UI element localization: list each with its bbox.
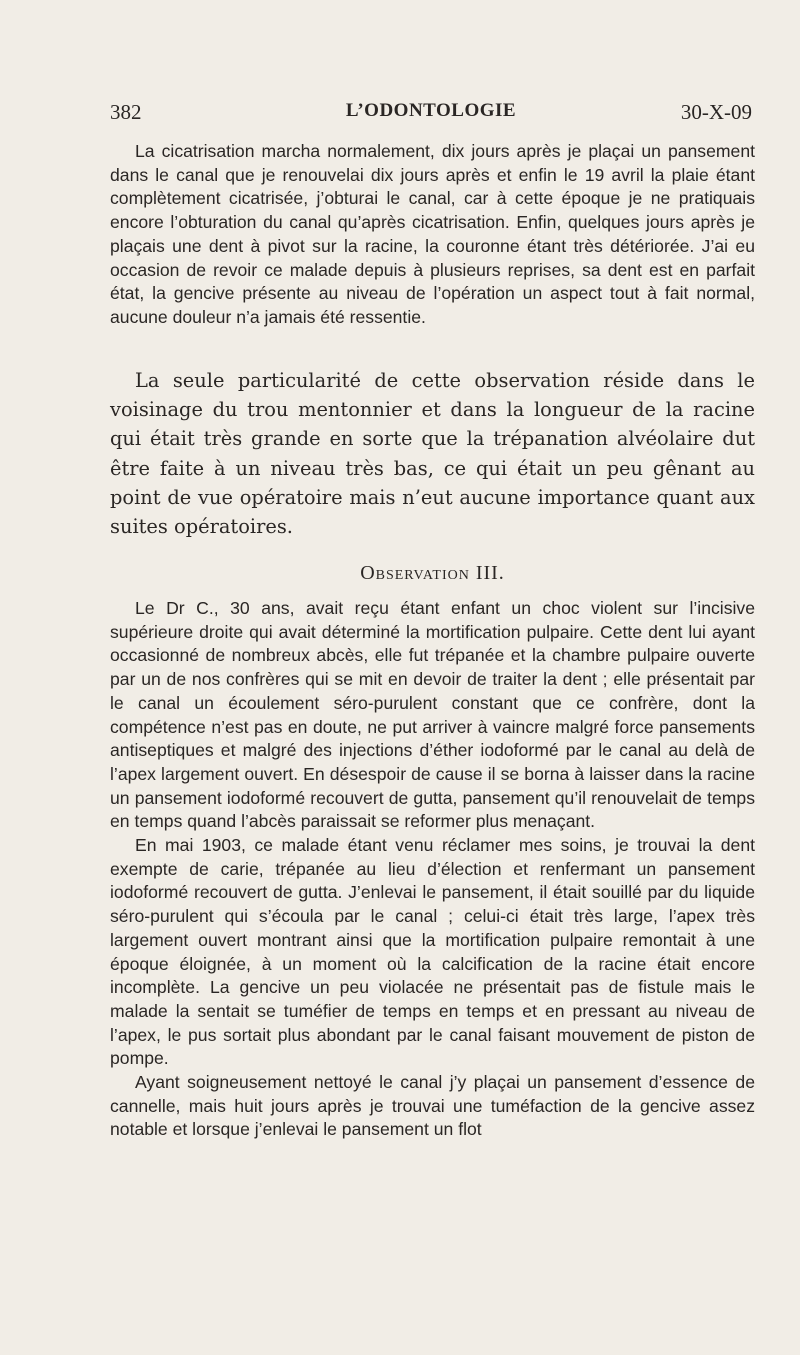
page-number: 382 [110, 100, 142, 124]
observation-paragraph: En mai 1903, ce malade étant venu réclamer mes soins, je trouvai la dent exempte de carie, trépanée au lieu d’élection et renfermant un pansement iodoformé recouvert de gutta. J’enlevai le pansement, il était souillé par du liquide séro-purulent qui s’écoula par le canal ; celui-ci était très large, l’apex très largement ouvert montrant ainsi que la mortification pulpaire remontait à une époque éloignée, à un moment où la calcification de la racine était encore incomplète. La gencive un peu violacée ne présentait pas de fistule mais le malade la sentait se tuméfier de temps en temps et en pressant au niveau de l’apex, le pus sortait plus abondant par le canal faisant mouvement de piston de pompe. [110, 835, 755, 1069]
running-header [110, 100, 752, 130]
emphasis-paragraph: La seule particularité de cette observation réside dans le voisinage du trou mentonnier et dans la longueur de la racine qui était très grande en sorte que la trépanation alvéolaire dut être faite à un niveau très bas, ce qui était un peu gênant au point de vue opératoire mais n’eut aucune importance quant aux suites opératoires. [110, 369, 755, 539]
observation-body [110, 597, 755, 1142]
journal-title: L’ODONTOLOGIE [345, 100, 517, 121]
observation-heading [110, 562, 755, 585]
observation-paragraph: Le Dr C., 30 ans, avait reçu étant enfant un choc violent sur l’incisive supérieure droite qui avait déterminé la mortification pulpaire. Cette dent lui ayant occasionné de nombreux abcès, elle fut trépanée et la chambre pulpaire ouverte par un de nos confrères qui se mit en devoir de traiter la dent ; elle présentait par le canal un écoulement séro-purulent constant que ce confrère, dont la compétence n’est pas en doute, ne put arriver à vaincre malgré force pansements antiseptiques et malgré des injections d’éther iodoformé par le canal au delà de l’apex largement ouvert. En désespoir de cause il se borna à laisser dans la racine un pansement iodoformé recouvert de gutta, pansement qu’il renouvelait de temps en temps quand l’abcès paraissait se reformer plus menaçant. [110, 598, 755, 832]
intro-paragraph: La cicatrisation marcha normalement, dix jours après je plaçai un pansement dans le canal que je renouvelai dix jours après et enfin le 19 avril la plaie étant complètement cicatrisée, j’obturai le canal, car à cette époque je ne pratiquais encore l’obturation du canal qu’après cicatrisation. Enfin, quelques jours après je plaçais une dent à pivot sur la racine, la couronne étant très détériorée. J’ai eu occasion de revoir ce malade depuis à plusieurs reprises, sa dent est en parfait état, la gencive présente au niveau de l’opération un aspect tout à fait normal, aucune douleur n’a jamais été ressentie. [110, 141, 755, 327]
intro-text [110, 140, 755, 330]
observation-title: Observation III. [360, 562, 505, 584]
emphasis-text [110, 366, 755, 541]
observation-paragraph: Ayant soigneusement nettoyé le canal j’y plaçai un pansement d’essence de cannelle, mais huit jours après je trouvai une tuméfaction de la gencive assez notable et lorsque j’enlevai le pansement un flot [110, 1072, 755, 1140]
issue-date: 30-X-09 [680, 100, 752, 124]
